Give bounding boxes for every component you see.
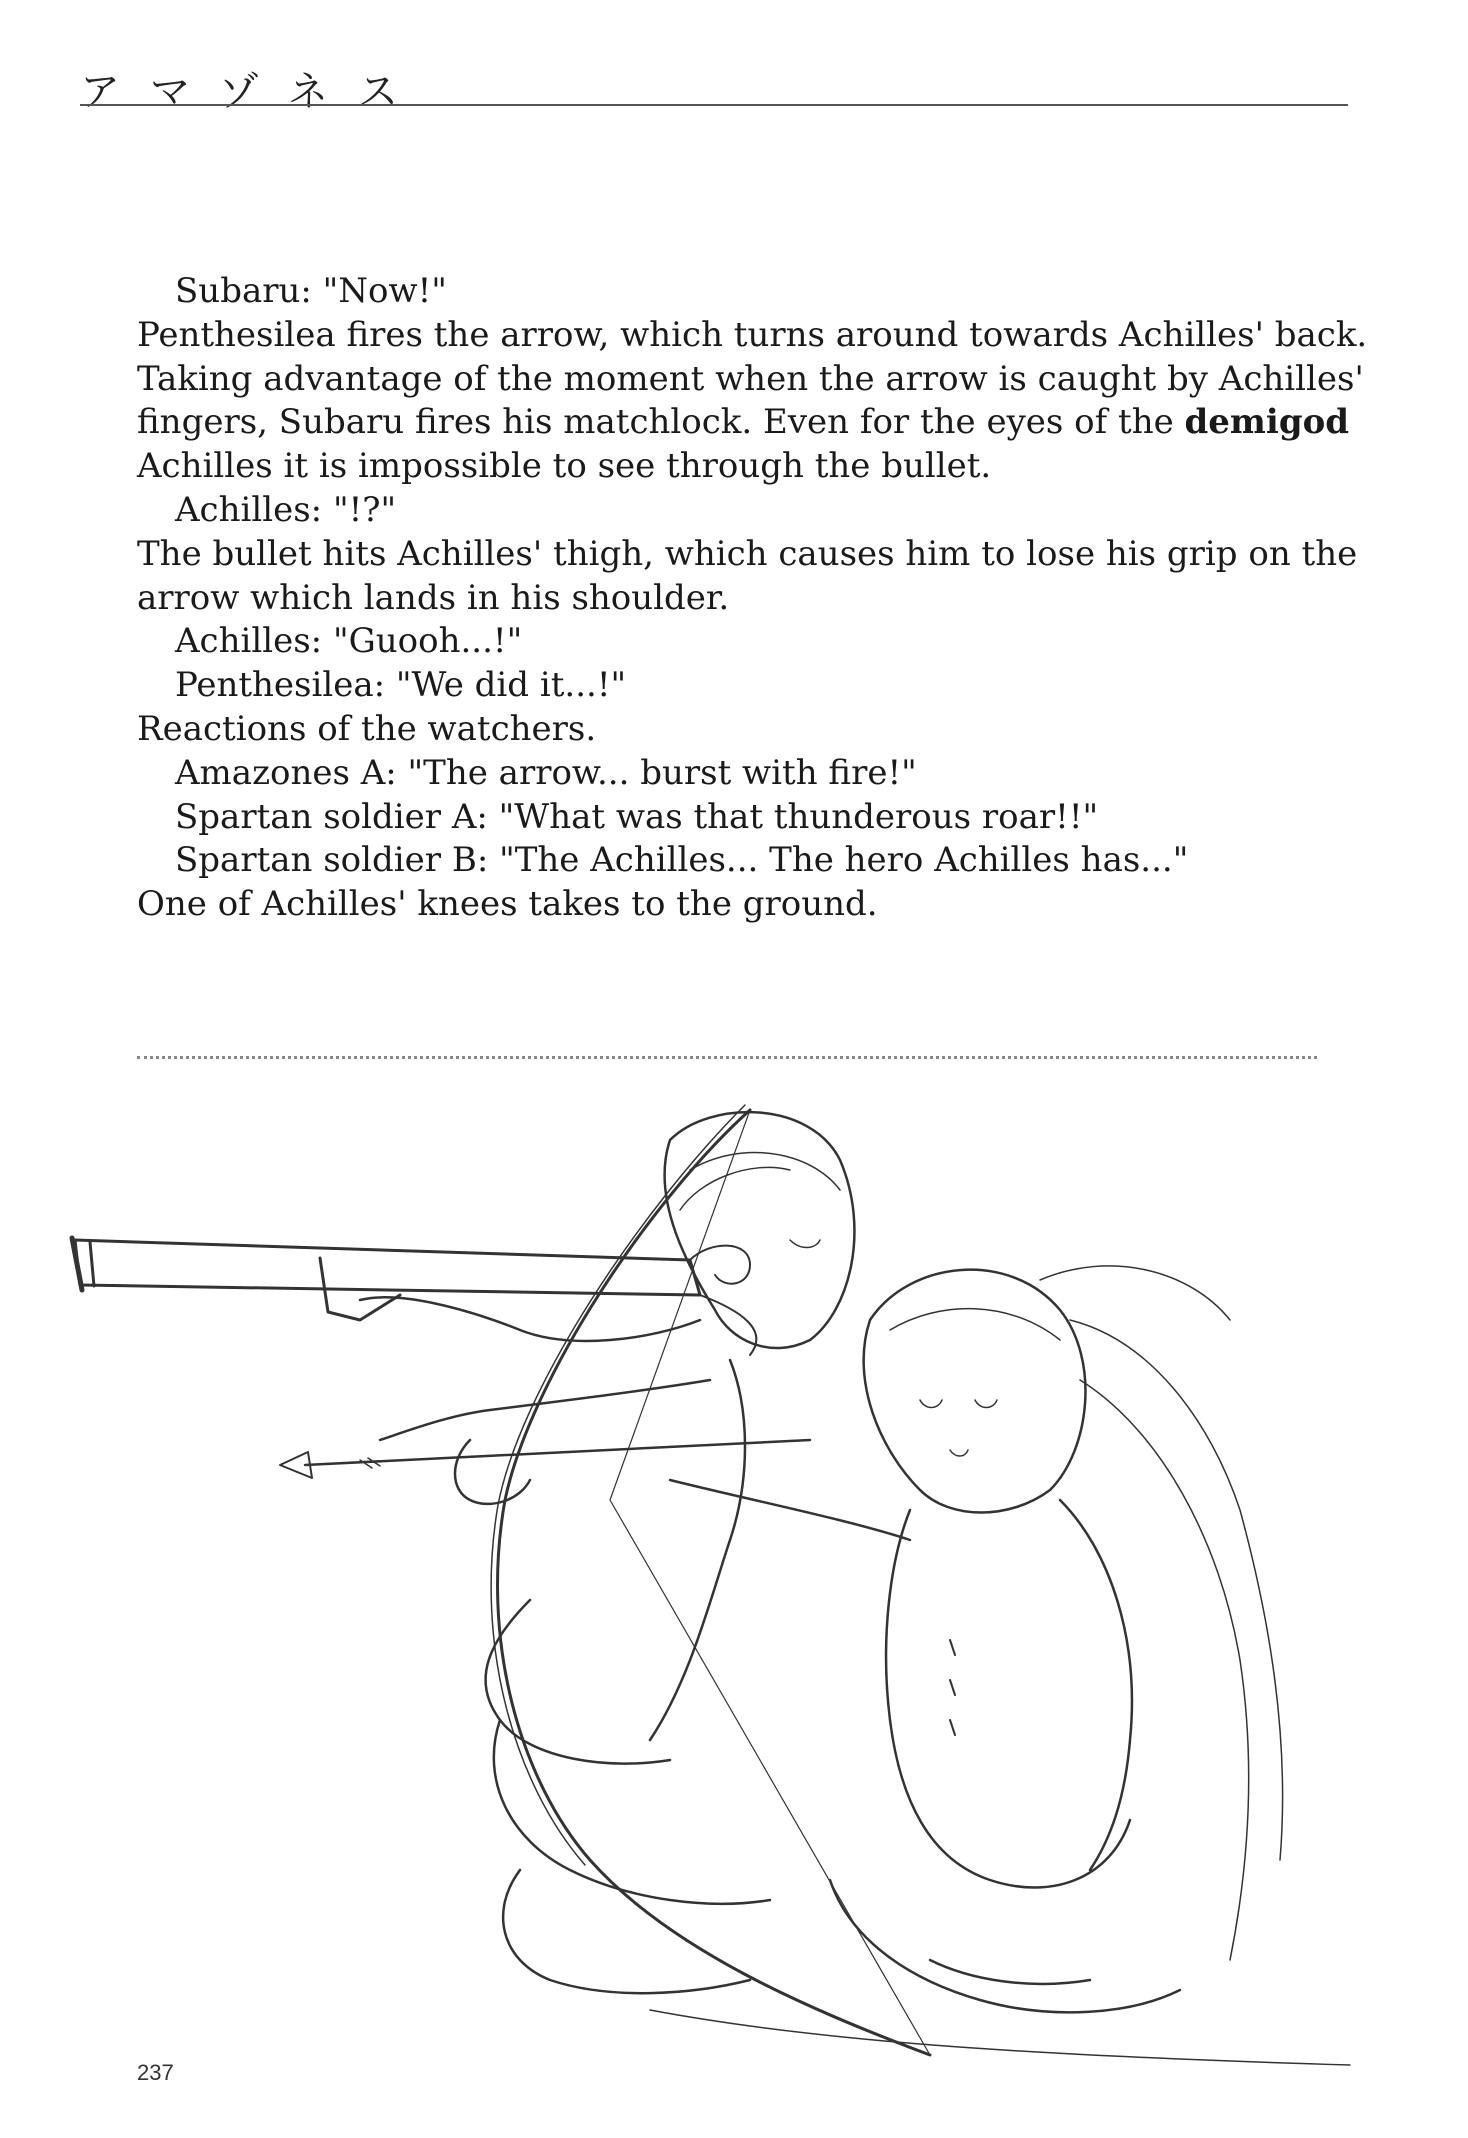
text-line <box>137 401 1350 445</box>
text-line: Taking advantage of the moment when the arrow is caught by Achilles' <box>137 358 1364 399</box>
text-line: Amazones A: "The arrow... burst with fire!" <box>175 752 917 793</box>
child-figure-sketch <box>650 1266 1350 2065</box>
emphasis-term: demigod <box>1184 402 1350 443</box>
text-line: Spartan soldier B: "The Achilles... The hero Achilles has..." <box>175 840 1189 881</box>
text-line: One of Achilles' knees takes to the ground. <box>137 884 878 925</box>
story-text <box>137 270 1368 927</box>
arrow-sketch <box>280 1440 810 1478</box>
text-line: Subaru: "Now!" <box>175 271 447 311</box>
pencil-sketch-illustration <box>50 1080 1440 2090</box>
text-line: Achilles: "Guooh...!" <box>175 621 523 662</box>
text-line: The bullet hits Achilles' thigh, which causes him to lose his grip on the <box>137 533 1358 574</box>
rifle-sketch <box>72 1238 756 1355</box>
archer-figure-sketch <box>360 1112 854 1993</box>
text-line: Penthesilea fires the arrow, which turns around towards Achilles' back. <box>137 314 1368 355</box>
text-line: Achilles it is impossible to see through the bullet. <box>137 446 992 487</box>
text-line: Spartan soldier A: "What was that thunderous roar!!" <box>175 796 1099 837</box>
page-number: 237 <box>137 2060 174 2085</box>
text-line: Penthesilea: "We did it...!" <box>175 665 627 706</box>
text-line: Achilles: "!?" <box>175 489 397 530</box>
text-line: arrow which lands in his shoulder. <box>137 577 730 618</box>
text-segment: fingers, Subaru fires his matchlock. Even for the eyes of the <box>137 402 1185 443</box>
page-header-title: アマゾネス <box>80 69 428 115</box>
header-rule <box>80 104 1348 106</box>
text-line: Reactions of the watchers. <box>137 708 597 749</box>
dotted-divider <box>137 1056 1317 1059</box>
